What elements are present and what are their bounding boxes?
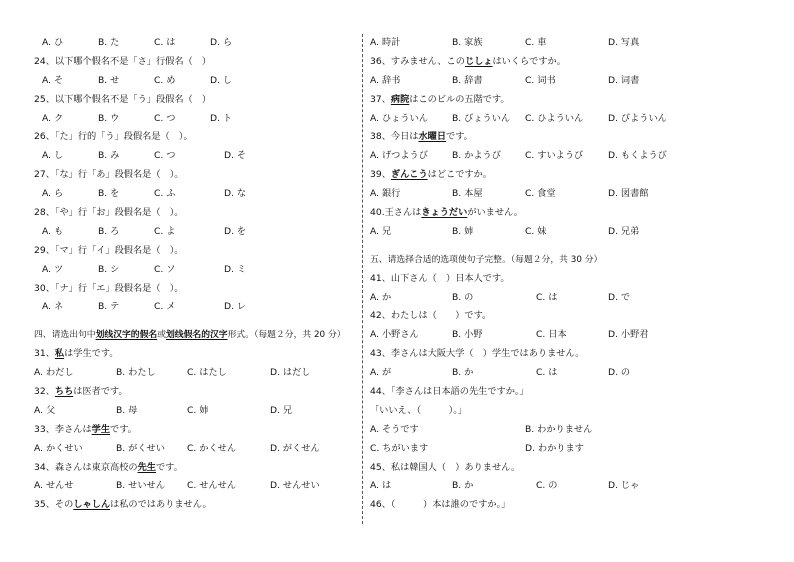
q39-options: A. 銀行 B. 本屋 C. 食堂 D. 図書館 xyxy=(370,188,649,200)
q33-text: 33、李さんは学生です。 xyxy=(34,423,137,435)
q38-text: 38、今日は水曜日です。 xyxy=(370,131,473,143)
q25-text: 25、以下哪个假名不是「う」段假名（ ） xyxy=(34,93,212,105)
q30-options: A. ネ B. テ C. メ D. レ xyxy=(42,301,247,313)
left-column xyxy=(34,34,360,515)
q44-options-row2: C. ちがいます D. わかります xyxy=(370,442,584,454)
q36-options: A. 辞书 B. 辞書 C. 词书 D. 词書 xyxy=(370,74,640,86)
section-4-heading: 四、请选出句中划线汉字的假名或划线假名的汉字形式。（每题２分，共 20 分） xyxy=(34,330,346,341)
q34-text: 34、森さんは東京高校の先生です。 xyxy=(34,461,183,473)
q39-text: 39、ぎんこうはどこですか。 xyxy=(370,169,492,181)
q42-text: 42、わたしは（ ）です。 xyxy=(370,310,492,322)
q27-options: A. ら B. を C. ふ D. な xyxy=(42,188,247,200)
q24-text: 24、以下哪个假名不是「さ」行假名（ ） xyxy=(34,55,212,67)
q26-options: A. し B. み C. つ D. そ xyxy=(42,150,247,162)
q32-options: A. 父 B. 母 C. 姉 D. 兄 xyxy=(34,404,293,416)
q37-options: A. ひょういん B. びょういん C. ひよういん D. びよういん xyxy=(370,112,667,124)
q41-text: 41、山下さん（ ）日本人です。 xyxy=(370,272,510,284)
q25-options: A. ク B. ウ C. つ D. ト xyxy=(42,112,233,124)
right-column xyxy=(370,34,770,515)
q40-options: A. 兄 B. 姉 C. 妹 D. 兄弟 xyxy=(370,225,640,237)
q35-text: 35、そのしゃしんは私のではありません。 xyxy=(34,499,212,511)
q43-text: 43、李さんは大阪大学（ ）学生ではありません。 xyxy=(370,348,585,360)
q41-options: A. か B. の C. は D. で xyxy=(370,291,631,303)
section-5-heading: 五、请选择合适的选项使句子完整。（每题２分，共 30 分） xyxy=(370,254,603,265)
q24-options: A. そ B. せ C. め D. し xyxy=(42,74,233,86)
q44-text: 44、「李さんは日本語の先生ですか。」 xyxy=(370,386,529,398)
q34-options: A. せんせ B. せいせん C. せんせん D. せんせい xyxy=(34,480,320,492)
q45-options: A. は B. か C. の D. じゃ xyxy=(370,480,640,492)
q31-options: A. わだし B. わたし C. はたし D. はだし xyxy=(34,367,311,379)
q36-text: 36、すみません、このじしょはいくらですか。 xyxy=(370,55,566,67)
q26-text: 26、「た」行的「う」段假名是（ ）。 xyxy=(34,131,193,143)
q37-text: 37、病院はこのビルの五階です。 xyxy=(370,93,510,105)
q43-options: A. が B. か C. は D. の xyxy=(370,367,631,379)
column-divider xyxy=(362,34,363,524)
q23-options: A. ひ B. た C. は D. ら xyxy=(42,37,233,48)
q28-text: 28、「や」行「お」段假名是（ ）。 xyxy=(34,207,184,219)
q38-options: A. げつようび B. かようび C. すいようび D. もくようび xyxy=(370,150,667,162)
q44-options-row1: A. そうです B. わかりません xyxy=(370,423,593,435)
q29-options: A. ツ B. シ C. ソ D. ミ xyxy=(42,263,247,275)
q31-text: 31、私は学生です。 xyxy=(34,348,119,360)
q45-text: 45、私は韓国人（ ）ありません。 xyxy=(370,461,521,473)
q33-options: A. かくせい B. がくせい C. かくせん D. がくせん xyxy=(34,442,320,454)
q42-options: A. 小野さん B. 小野 C. 日本 D. 小野君 xyxy=(370,329,649,341)
q44-reply: 「いいえ、（ ）。」 xyxy=(370,404,468,416)
q32-text: 32、ちちは医者です。 xyxy=(34,386,128,398)
q29-text: 29、「マ」行「イ」段假名是（ ）。 xyxy=(34,244,184,256)
q30-text: 30、「ナ」行「エ」段假名是（ ）。 xyxy=(34,282,184,294)
q46-text: 46、（ ）本は誰のですか。」 xyxy=(370,499,511,511)
q35-options: A. 時計 B. 家族 C. 車 D. 写真 xyxy=(370,37,640,48)
q27-text: 27、「な」行「あ」段假名是（ ）。 xyxy=(34,169,184,181)
q40-text: 40.王さんはきょうだいがいません。 xyxy=(370,207,523,219)
q28-options: A. も B. ろ C. よ D. を xyxy=(42,225,247,237)
